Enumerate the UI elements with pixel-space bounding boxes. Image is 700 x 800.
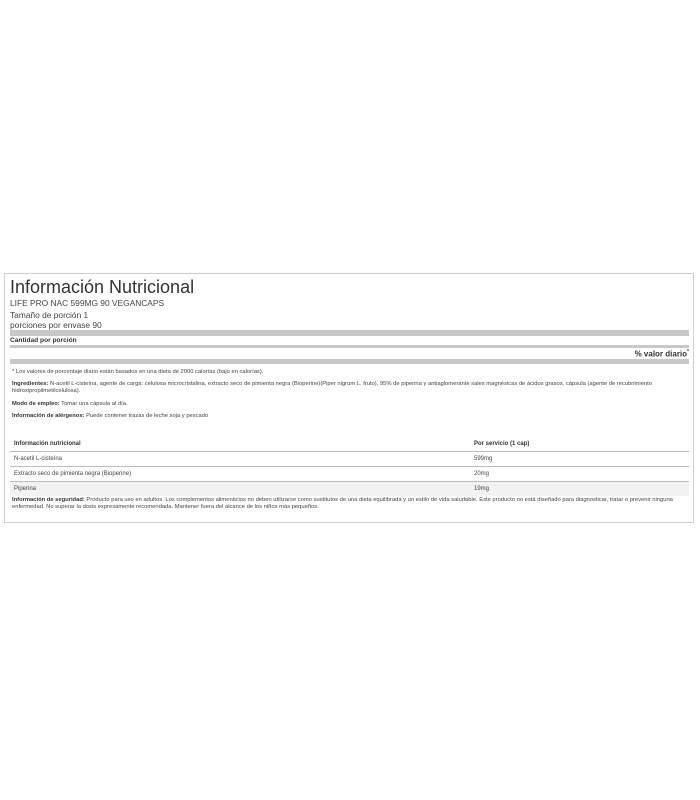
product-name: LIFE PRO NAC 599MG 90 VEGANCAPS bbox=[10, 298, 165, 308]
serving-size: Tamaño de porción 1 bbox=[10, 310, 89, 320]
allergens-label: Información de alérgenos: bbox=[12, 413, 85, 419]
nutrient-name: N-acetil L-cisteína bbox=[14, 456, 63, 462]
safety-label: Información de seguridad: bbox=[12, 497, 85, 503]
nutrient-name: Extracto seco de pimienta negra (Bioperine) bbox=[14, 471, 132, 477]
allergens-block bbox=[12, 413, 687, 420]
ingredients-label: Ingredientes: bbox=[12, 381, 49, 387]
table-row bbox=[10, 452, 689, 466]
usage-text: Tomar una cápsula al día. bbox=[59, 401, 128, 407]
nutrient-amount: 19mg bbox=[474, 486, 490, 492]
table-header-row bbox=[10, 437, 689, 451]
table-row bbox=[10, 467, 689, 481]
allergens-text: Puede contener trazas de leche soja y pescado bbox=[84, 413, 209, 419]
usage-label: Modo de empleo: bbox=[12, 401, 60, 407]
nutrient-name: Piperina bbox=[14, 486, 37, 492]
daily-value-header bbox=[635, 349, 689, 359]
table-header-serving: Por servicio (1 cap) bbox=[474, 441, 530, 447]
thick-divider-bottom bbox=[10, 359, 689, 364]
nutrient-amount: 599mg bbox=[474, 456, 493, 462]
nutrition-title: Información Nutricional bbox=[10, 277, 195, 297]
amount-per-serving-label: Cantidad por porción bbox=[10, 337, 77, 344]
ingredients-block bbox=[12, 381, 687, 395]
usage-block bbox=[12, 401, 687, 408]
table-row bbox=[10, 482, 689, 496]
nutrition-facts-panel bbox=[4, 273, 694, 523]
safety-block bbox=[12, 497, 687, 511]
ingredients-text: N-acetil L-cisteína, agente de carga: celulosa microcristalina, extracto seco de pimienta negra (Bioperine)(Piper nigrum L. fruto), 95% de piperina y antiaglomerante sales magnésicas de ácidos grasos, cápsula (agente de recubrimiento hidroxipropilmetilcelulosa). bbox=[12, 381, 652, 394]
daily-value-footnote: * Los valores de porcentaje diario están basados en una dieta de 2000 calorías (bajo en calorías). bbox=[12, 369, 264, 375]
safety-text: Producto para uso en adultos. Los complementos alimenticios no deben utilizarse como sustitutos de una dieta equilibrada y un estilo de vida saludable. Este producto no está diseñado para diagnosticar, tratar o prevenir ninguna enfermedad. No superar la dosis expresamente recomendada. Mantener fuera del alcance de los niños más pequeños. bbox=[12, 497, 673, 510]
thick-divider bbox=[10, 330, 689, 336]
daily-value-label: % valor diario bbox=[634, 349, 688, 359]
table-header-nutrient: Información nutricional bbox=[14, 441, 81, 447]
daily-value-mark: * bbox=[687, 349, 689, 355]
servings-per-container: porciones por envase 90 bbox=[10, 320, 102, 330]
medium-divider bbox=[10, 345, 689, 348]
nutrient-amount: 20mg bbox=[474, 471, 490, 477]
